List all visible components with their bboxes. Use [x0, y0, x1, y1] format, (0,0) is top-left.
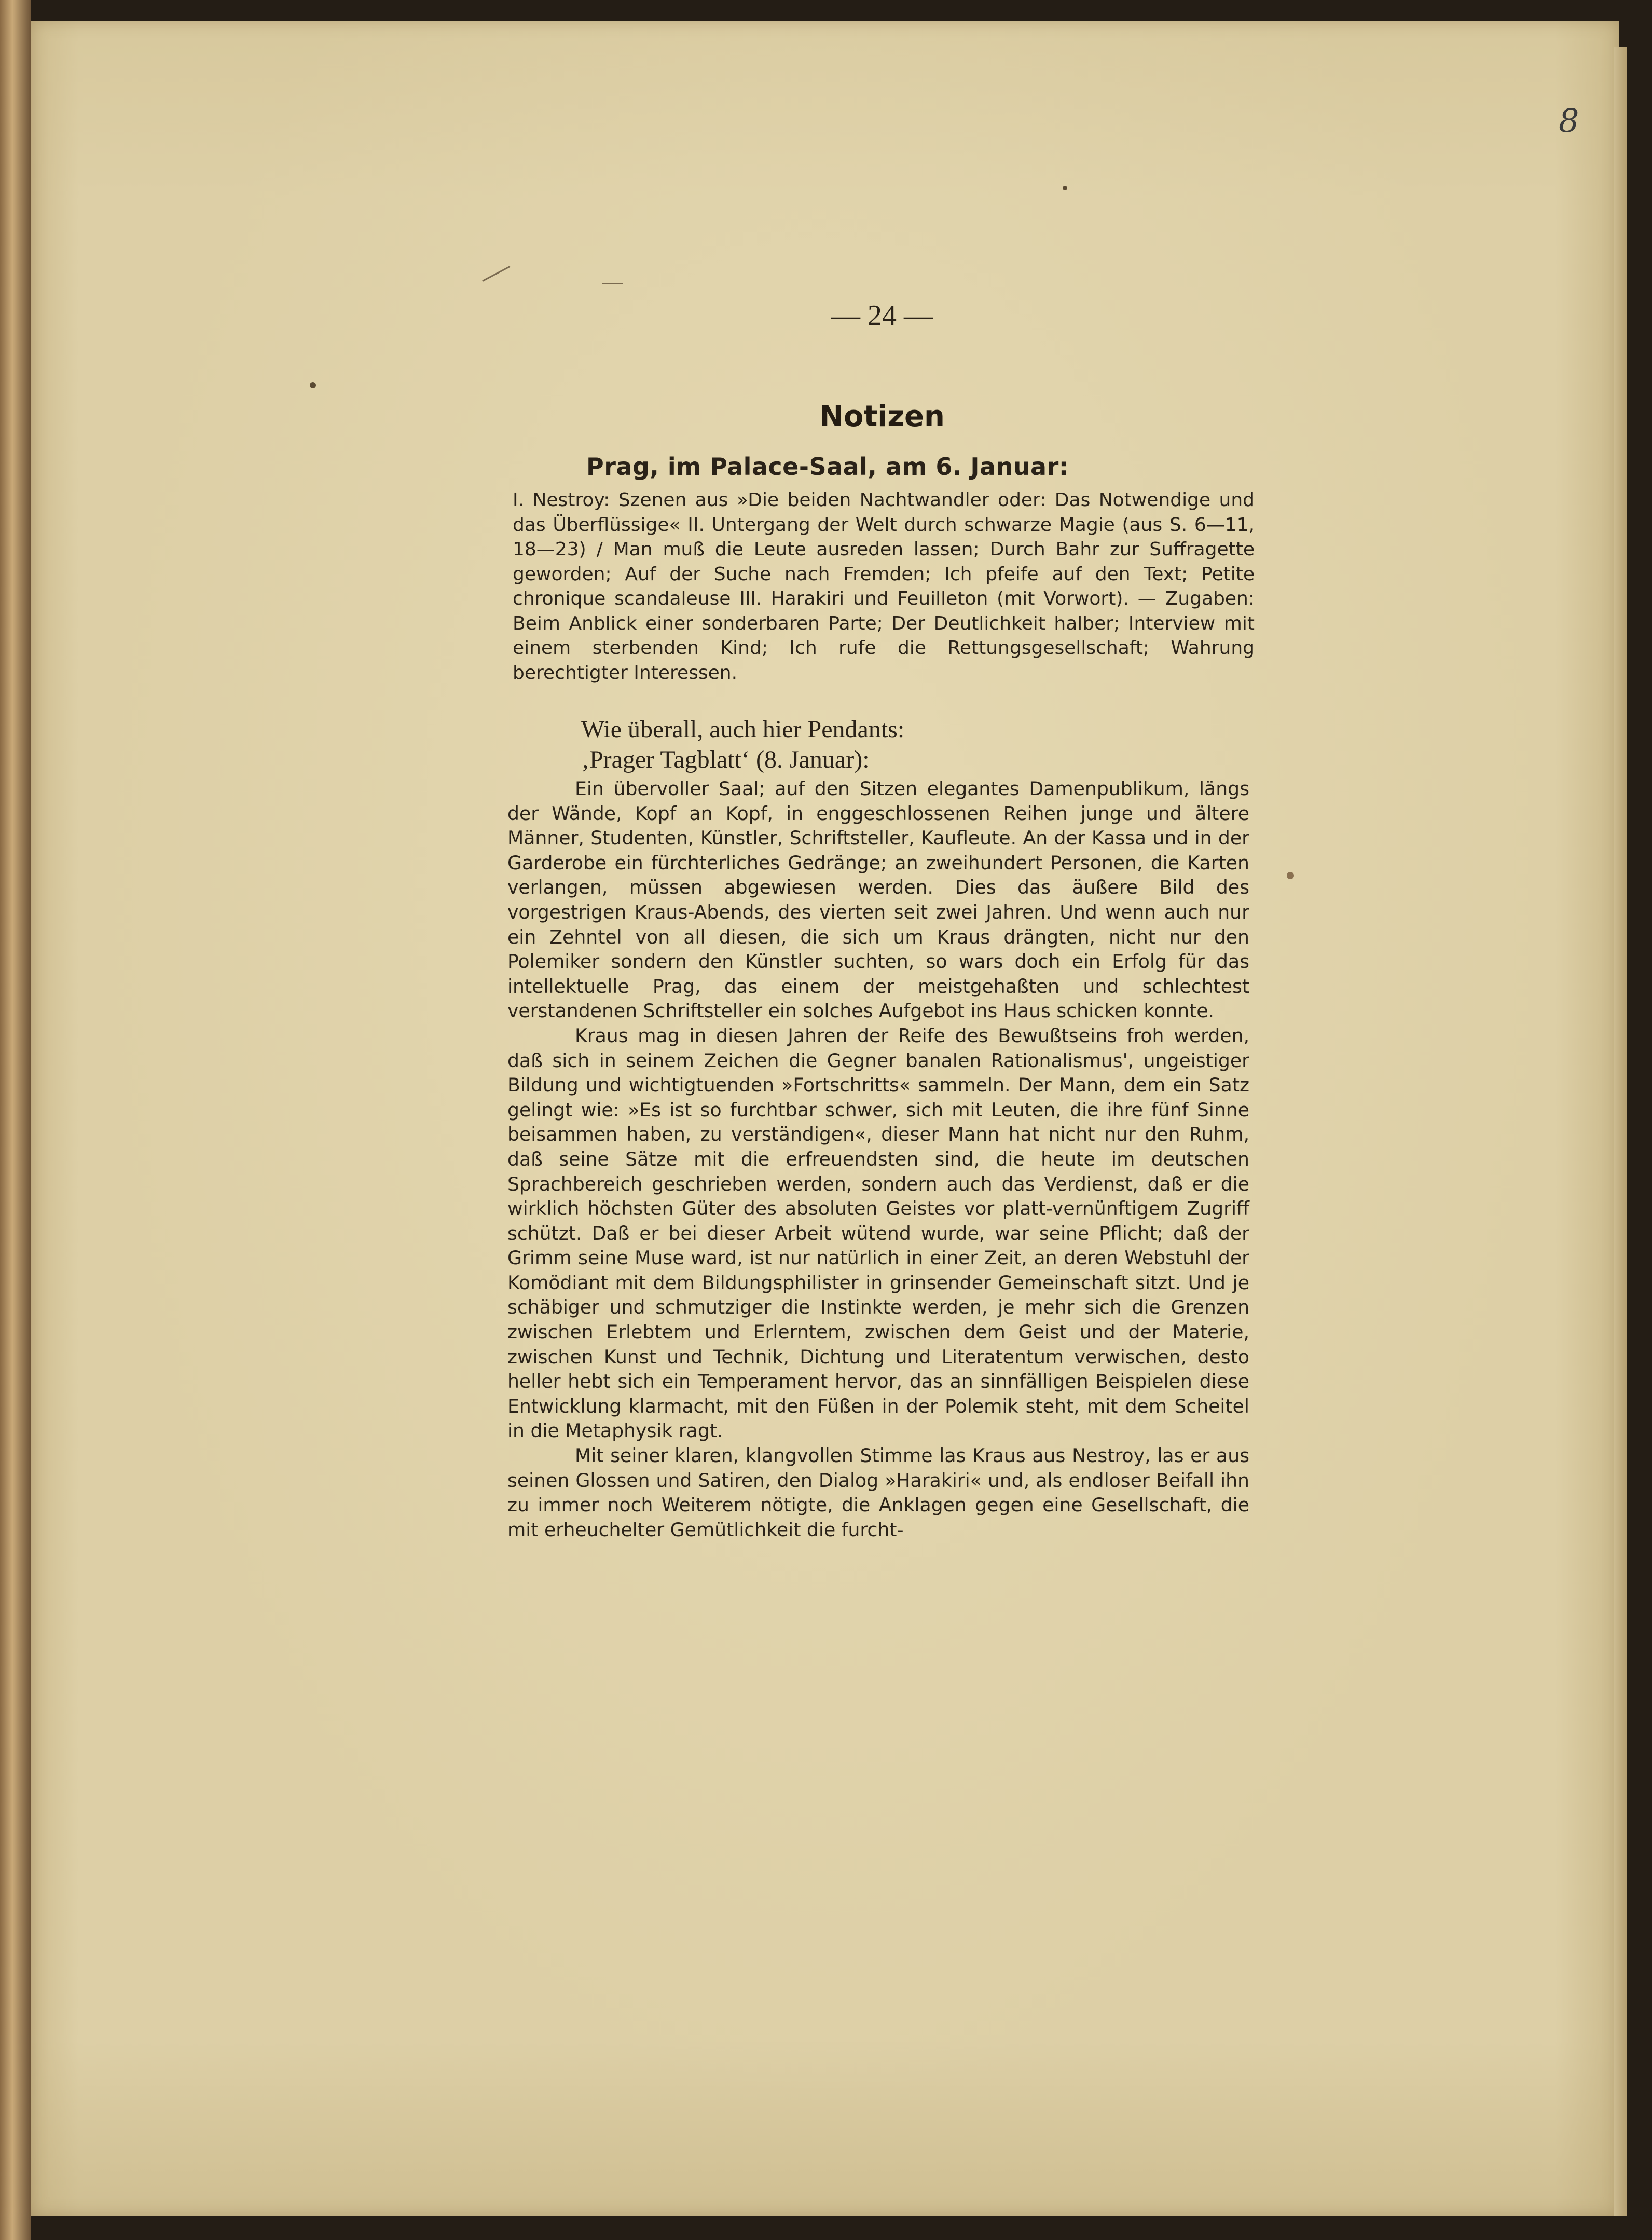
event-program: I. Nestroy: Szenen aus »Die beiden Nachtwandler oder: Das Notwendige und das Überflüssige« II. Untergang der Welt durch schwarze Magie (aus S. 6—11, 18—23) / Man muß die Leute ausreden lassen; Durch Bahr zur Suffragette geworden; Auf der Suche nach Fremden; Ich pfeife auf den Text; Petite chronique scandaleuse III. Harakiri und Feuilleton (mit Vorwort). — Zugaben: Beim Anblick einer sonderbaren Parte; Der Deutlichkeit halber; Interview mit einem sterbenden Kind; Ich rufe die Rettungsgesellschaft; Wahrung berechtigter Interessen.: [513, 489, 1255, 684]
article-paragraph: Kraus mag in diesen Jahren der Reife des Bewußtseins froh werden, daß sich in seinem Zeichen die Gegner banalen Rationalismus', ungeistiger Bildung und wichtigtuenden »Fortschritts« sammeln. Der Mann, dem ein Satz gelingt wie: »Es ist so furchtbar schwer, sich mit Leuten, die ihre fünf Sinne beisammen haben, zu verständigen«, dieser Mann hat nicht nur den Ruhm, daß seine Sätze mit die erfreuendsten sind, die heute im deutschen Sprachbereich geschrieben werden, sondern auch das Verdienst, daß er die wirklich höchsten Güter des absoluten Geistes vor platt-vernünftigem Zugriff schützt. Daß er bei dieser Arbeit wütend wurde, war seine Pflicht; daß der Grimm seine Muse ward, ist nur natürlich in einer Zeit, an deren Webstuhl der Komödiant mit dem Bildungsphilister in grinsender Gemeinschaft sitzt. Und je schäbiger und schmutziger die Instinkte werden, je mehr sich die Grenzen zwischen Erlebtem und Erlerntem, zwischen dem Geist und der Materie, zwischen Kunst und Technik, Dichtung und Literatentum verwischen, desto heller hebt sich ein Temperament hervor, das an sinnfälligen Beispielen diese Entwicklung klarmacht, mit den Füßen in der Polemik steht, mit dem Scheitel in die Metaphysik ragt.: [507, 1024, 1249, 1442]
ink-speck: [1287, 872, 1294, 879]
quoted-source: ‚Prager Tagblatt‘ (8. Januar):: [581, 746, 870, 773]
quoted-article: [507, 776, 1249, 1542]
paper-edge: [1614, 47, 1627, 2216]
page-number: — 24 —: [831, 299, 933, 332]
ink-speck: [1063, 186, 1067, 190]
article-paragraph: Mit seiner klaren, klangvollen Stimme las Kraus aus Nestroy, las er aus seinen Glossen und Satiren, den Dialog »Harakiri« und, als endloser Beifall ihn zu immer noch Weiterem nötigte, die Anklagen gegen eine Gesellschaft, die mit erheuchelter Gemütlichkeit die furcht-: [507, 1444, 1249, 1541]
article-paragraph: Ein übervoller Saal; auf den Sitzen elegantes Damenpublikum, längs der Wände, Kopf an Kopf, in enggeschlossenen Reihen junge und ältere Männer, Studenten, Künstler, Schriftsteller, Kaufleute. An der Kassa und in der Garderobe ein fürchterliches Gedränge; an zweihundert Personen, die Karten verlangen, müssen abgewiesen werden. Dies das äußere Bild des vorgestrigen Kraus-Abends, des vierten seit zwei Jahren. Und wenn auch nur ein Zehntel von all diesen, die sich um Kraus drängten, nicht nur den Polemiker sondern den Künstler suchten, so wars doch ein Erfolg für das intellektuelle Prag, das einem der meistgehaßten und schlechtest verstandenen Schriftsteller ein solches Aufgebot ins Haus schicken konnte.: [507, 777, 1249, 1022]
ink-speck: [310, 382, 316, 388]
archive-number: 8: [1559, 102, 1579, 140]
binding-edge: [0, 0, 31, 2240]
pendants-intro: Wie überall, auch hier Pendants:: [581, 716, 905, 743]
section-heading: Notizen: [819, 400, 945, 433]
event-title: Prag, im Palace-Saal, am 6. Januar:: [586, 453, 1069, 481]
pencil-stroke: [602, 283, 623, 284]
